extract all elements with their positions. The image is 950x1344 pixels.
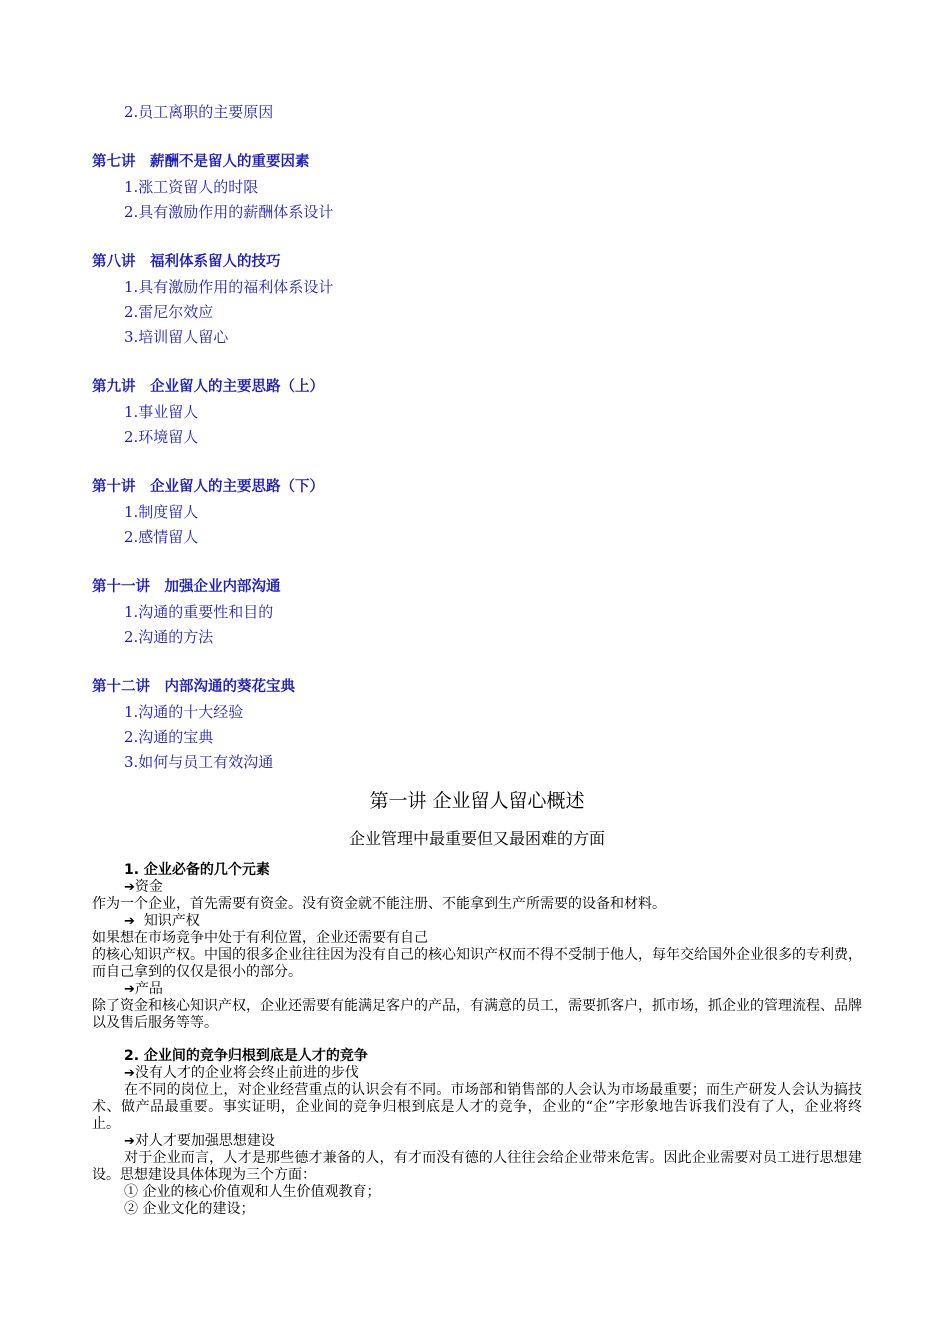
bullet-label: 没有人才的企业将会终止前进的步伐 (134, 1065, 359, 1081)
bullet-ideology (92, 1133, 862, 1150)
table-of-contents (92, 100, 872, 775)
toc-chapter-10 (92, 475, 872, 550)
bullet-label: 知识产权 (143, 913, 200, 929)
toc-item[interactable]: 3.如何与员工有效沟通 (124, 753, 274, 771)
toc-item[interactable]: 2.环境留人 (124, 428, 199, 446)
list-item: ② 企业文化的建设； (124, 1201, 255, 1217)
arrow-icon: ➔ (124, 1134, 135, 1149)
section-heading: 2. 企业间的竞争归根到底是人才的竞争 (124, 1048, 368, 1064)
toc-item[interactable]: 1.具有激励作用的福利体系设计 (124, 278, 334, 296)
toc-item[interactable]: 1.沟通的重要性和目的 (124, 603, 274, 621)
toc-chapter-7 (92, 150, 872, 225)
arrow-icon: ➔ (124, 880, 135, 895)
bullet-capital (92, 879, 862, 896)
toc-chapter-8 (92, 250, 872, 350)
paragraph: 除了资金和核心知识产权，企业还需要有能满足客户的产品，有满意的员工，需要抓客户，抓市场，抓企业的管理流程、品牌以及售后服务等等。 (92, 998, 862, 1031)
toc-item[interactable]: 2.沟通的方法 (124, 628, 214, 646)
toc-item[interactable]: 2.沟通的宝典 (124, 728, 214, 746)
toc-item[interactable]: 3.培训留人留心 (124, 328, 229, 346)
toc-item[interactable]: 1.涨工资留人的时限 (124, 178, 259, 196)
section-heading: 1. 企业必备的几个元素 (124, 862, 270, 878)
toc-chapter-title[interactable]: 第九讲 企业留人的主要思路（上） (92, 379, 324, 395)
lecture-title: 第一讲 企业留人留心概述 (369, 790, 585, 812)
bullet-product (92, 981, 862, 998)
paragraph: 对于企业而言，人才是那些德才兼备的人，有才而没有德的人往往会给企业带来危害。因此企业需要对员工进行思想建设。思想建设具体体现为三个方面： (92, 1150, 862, 1183)
toc-item[interactable]: 1.制度留人 (124, 503, 199, 521)
bullet-label: 资金 (134, 879, 163, 895)
list-item: ① 企业的核心价值观和人生价值观教育； (124, 1184, 381, 1200)
section-enterprise-elements (92, 862, 862, 1032)
toc-chapter-title[interactable]: 第十讲 企业留人的主要思路（下） (92, 479, 324, 495)
toc-item[interactable]: 2.雷尼尔效应 (124, 303, 214, 321)
toc-chapter-9 (92, 375, 872, 450)
bullet-no-talent (92, 1065, 862, 1082)
toc-chapter-title[interactable]: 第七讲 薪酬不是留人的重要因素 (92, 154, 310, 170)
section-talent-competition (92, 1048, 862, 1218)
paragraph-line: 如果想在市场竞争中处于有利位置，企业还需要有自己 (92, 930, 428, 946)
toc-chapter-title[interactable]: 第十一讲 加强企业内部沟通 (92, 579, 281, 595)
toc-chapter-title[interactable]: 第十二讲 内部沟通的葵花宝典 (92, 679, 295, 695)
toc-item[interactable]: 2.感情留人 (124, 528, 199, 546)
toc-item[interactable]: 1.事业留人 (124, 403, 199, 421)
paragraph: 作为一个企业，首先需要有资金。没有资金就不能注册、不能拿到生产所需要的设备和材料。 (92, 896, 666, 912)
lecture-subtitle: 企业管理中最重要但又最困难的方面 (348, 829, 605, 848)
toc-item[interactable]: 2.具有激励作用的薪酬体系设计 (124, 203, 334, 221)
lecture-one (92, 786, 862, 1218)
toc-item[interactable]: 1.沟通的十大经验 (124, 703, 244, 721)
toc-chapter-11 (92, 575, 872, 650)
arrow-icon: ➔ (124, 1066, 135, 1081)
arrow-icon: ➔ (124, 982, 135, 997)
paragraph: 在不同的岗位上，对企业经营重点的认识会有不同。市场部和销售部的人会认为市场最重要；而生产研发人会认为搞技术、做产品最重要。事实证明，企业间的竞争归根到底是人才的竞争，企业的“企”字形象地告诉我们没有了人，企业将终止。 (92, 1082, 862, 1132)
toc-chapter-12 (92, 675, 872, 775)
toc-item[interactable]: 2.员工离职的主要原因 (124, 103, 274, 121)
paragraph: 的核心知识产权。中国的很多企业往往因为没有自己的核心知识产权而不得不受制于他人，每年交给国外企业很多的专利费，而自己拿到的仅仅是很小的部分。 (92, 947, 862, 980)
arrow-icon: ➔ (124, 914, 135, 929)
bullet-ip (92, 913, 862, 930)
bullet-label: 对人才要加强思想建设 (134, 1133, 275, 1149)
bullet-label: 产品 (134, 981, 163, 997)
toc-chapter-title[interactable]: 第八讲 福利体系留人的技巧 (92, 254, 281, 270)
